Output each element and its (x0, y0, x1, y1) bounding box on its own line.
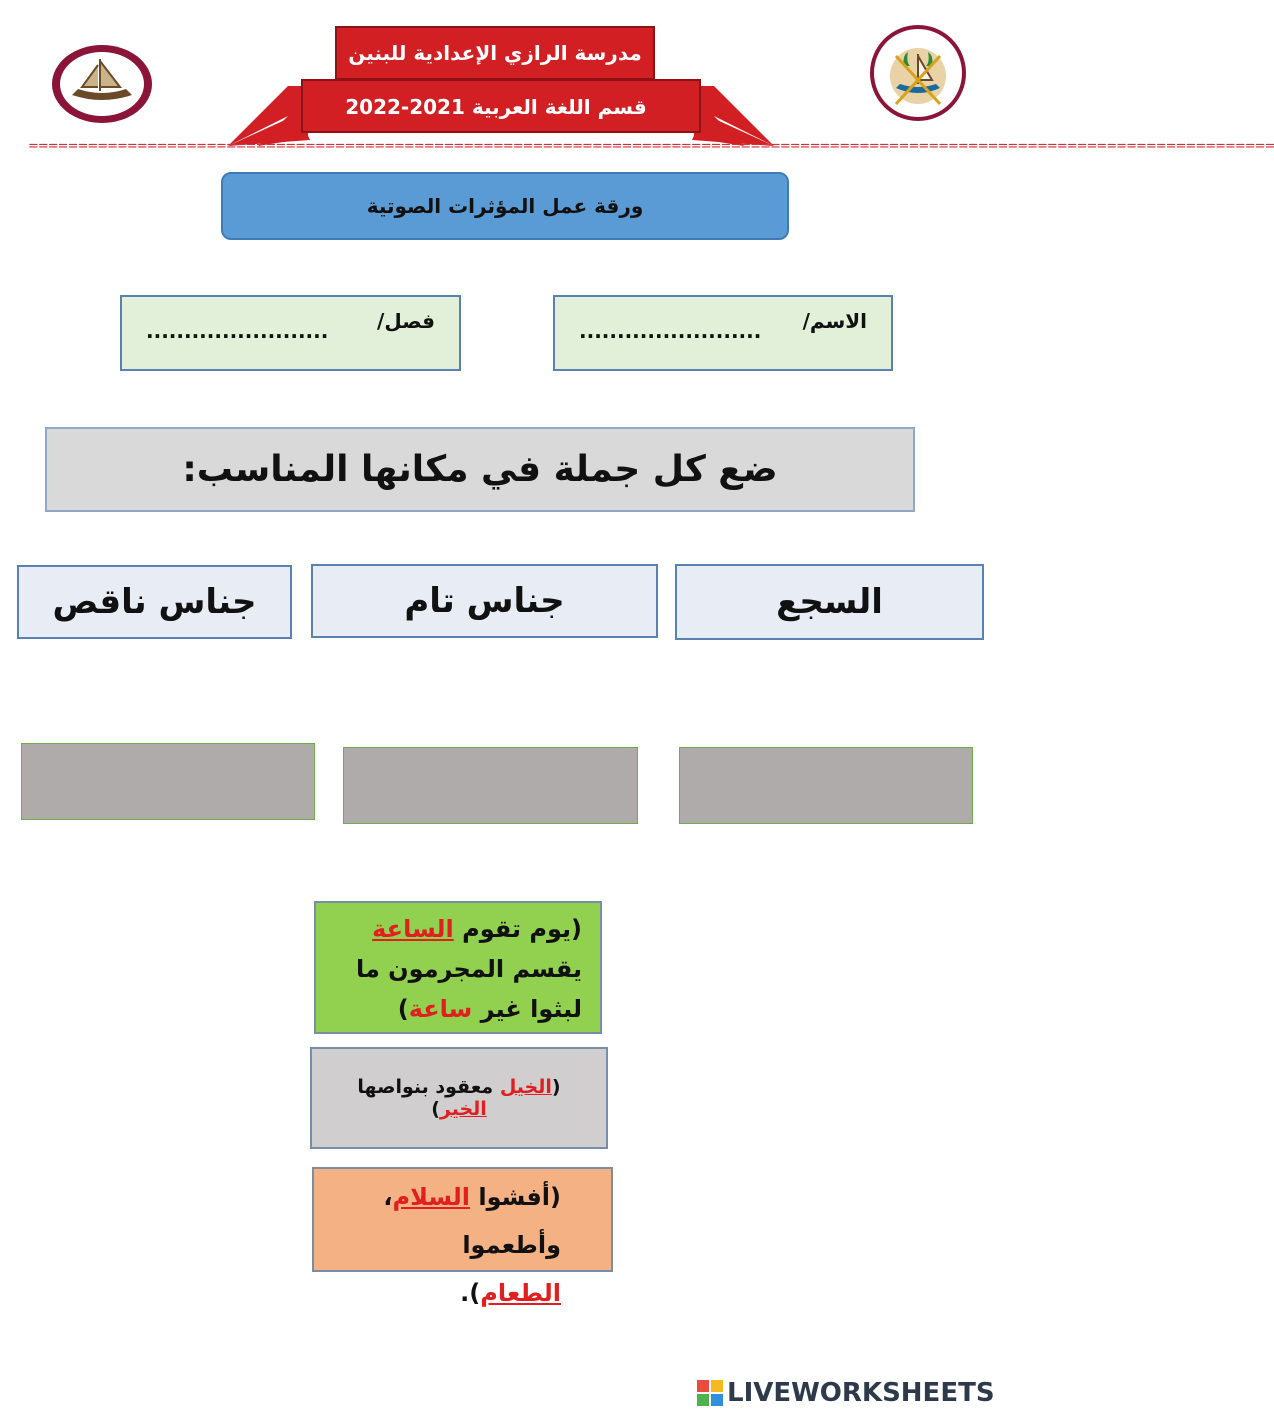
drop-zone-saj[interactable] (679, 747, 973, 824)
class-field[interactable] (120, 295, 461, 371)
category-jinas-naqis (17, 565, 292, 639)
instruction-text: ضع كل جملة في مكانها المناسب: (182, 449, 778, 490)
card-text: ، (383, 1183, 393, 1211)
ministry-emblem (866, 26, 970, 120)
school-name: مدرسة الرازي الإعدادية للبنين (348, 41, 642, 65)
category-saj (675, 564, 984, 640)
school-name-box (335, 26, 655, 80)
sentence-card-2[interactable] (310, 1047, 608, 1149)
category-label: جناس تام (404, 581, 565, 621)
highlight-word: السلام (392, 1183, 471, 1211)
card-text: وأطعموا (462, 1231, 561, 1259)
card-text: ). (460, 1279, 481, 1307)
card-text: ) (397, 995, 409, 1023)
drop-zone-jinas-naqis[interactable] (21, 743, 315, 820)
worksheet-title (221, 172, 789, 240)
card-text: ( (551, 1076, 561, 1098)
category-label: السجع (776, 582, 883, 622)
name-label: الاسم/ (802, 309, 867, 333)
highlight-word: الساعة (372, 915, 454, 943)
school-logo (50, 43, 154, 125)
card-text: (أفشوا (470, 1183, 561, 1211)
highlight-word: الخيل (499, 1076, 552, 1098)
category-label: جناس ناقص (52, 582, 257, 622)
brand-name: LIVEWORKSHEETS (727, 1378, 995, 1408)
card-text: يقسم المجرمون ما لبثوا غير (355, 955, 582, 1023)
sentence-card-1[interactable] (314, 901, 602, 1034)
divider-line: ============================================================================================================================== (28, 139, 1274, 154)
highlight-word: ساعة (408, 995, 473, 1023)
category-jinas-tam (311, 564, 658, 638)
liveworksheets-brand (697, 1378, 993, 1408)
name-field[interactable] (553, 295, 893, 371)
card-text: (يوم تقوم (453, 915, 582, 943)
instruction-box (45, 427, 915, 512)
highlight-word: الخير (439, 1098, 487, 1120)
drop-zone-jinas-tam[interactable] (343, 747, 638, 824)
liveworksheets-logo-icon (697, 1380, 723, 1406)
class-label: فصل/ (377, 309, 435, 333)
worksheet-title-text: ورقة عمل المؤثرات الصوتية (366, 194, 644, 218)
highlight-word: الطعام (480, 1279, 561, 1307)
sentence-card-3[interactable] (312, 1167, 613, 1307)
class-dots: ........................ (146, 319, 329, 343)
department-label: قسم اللغة العربية 2021-2022 (345, 95, 647, 119)
name-dots: ........................ (579, 319, 762, 343)
card-text: ) (431, 1098, 440, 1120)
card-text: معقود بنواصها (357, 1076, 500, 1098)
